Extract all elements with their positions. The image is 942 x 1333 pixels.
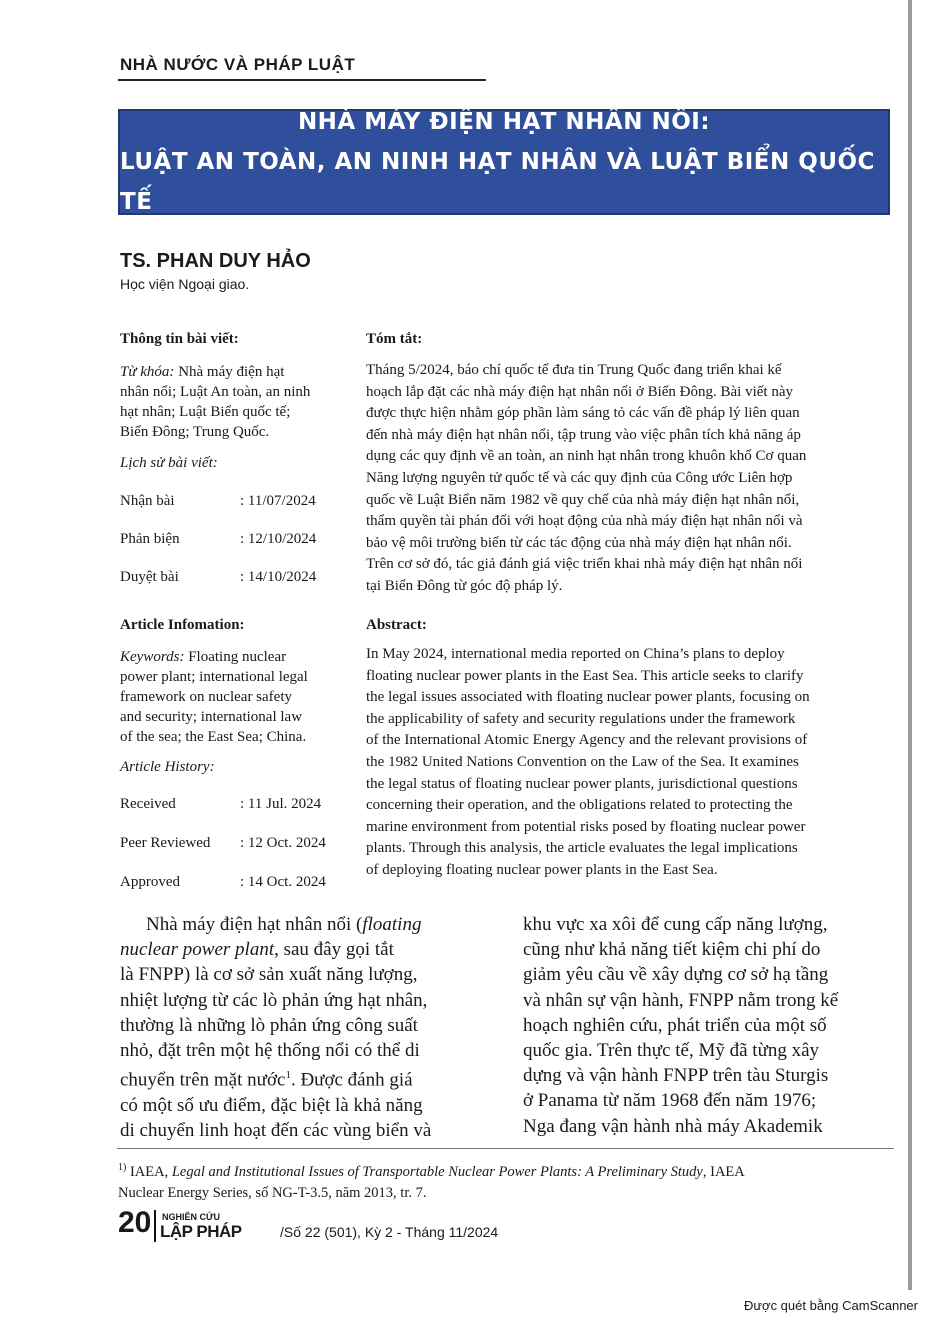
abstract-en-line: plants. Through this analysis, the article evaluates the legal implications (366, 840, 798, 857)
info-en-heading: Article Infomation: (120, 617, 245, 633)
keywords-en-line: framework on nuclear safety (120, 689, 293, 705)
keywords-vi-line: Từ khóa: Nhà máy điện hạt (120, 364, 285, 380)
history-en-row: Peer Reviewed : 12 Oct. 2024 (120, 835, 326, 851)
body-line: và nhân sự vận hành, FNPP nằm trong kế (523, 989, 839, 1011)
abstract-en-line: the 1982 United Nations Convention on the Law of the Sea. It examines (366, 753, 799, 770)
body-line: ở Panama từ năm 1968 đến năm 1976; (523, 1090, 817, 1112)
abstract-en-text (366, 644, 892, 882)
abstract-en-line: concerning their operation, and the obligations related to protecting the (366, 797, 793, 814)
title-banner (118, 109, 890, 215)
title-line-2: LUẬT AN TOÀN, AN NINH HẠT NHÂN VÀ LUẬT BIỂN QUỐC TẾ (120, 149, 875, 215)
author-affiliation: Học viện Ngoại giao. (120, 276, 250, 292)
body-right-column (523, 912, 893, 1139)
history-vi-row: Duyệt bài : 14/10/2024 (120, 569, 317, 585)
abstract-en-line: floating nuclear power plants in the East Sea. This article seeks to clarify (366, 667, 804, 684)
body-line: thường là những lò phản ứng công suất (120, 1014, 418, 1036)
journal-logo: LẬP PHÁP (160, 1222, 242, 1241)
keywords-en-line: power plant; international legal (120, 669, 308, 685)
summary-vi-line: hoạch lắp đặt các nhà máy điện hạt nhân nổi ở Biển Đông. Bài viết này (366, 383, 793, 400)
footnote-divider (117, 1148, 894, 1149)
keywords-vi-line: Biển Đông; Trung Quốc. (120, 424, 270, 440)
body-line: Nga đang vận hành nhà máy Akademik (523, 1115, 823, 1137)
summary-vi-line: bảo vệ môi trường biển từ các tác động của nhà máy điện hạt nhân nổi. (366, 534, 792, 551)
history-vi-row: Nhận bài : 11/07/2024 (120, 493, 316, 509)
keywords-en-line: Keywords: Floating nuclear (120, 649, 287, 665)
abstract-en-line: the legal issues associated with floating nuclear power plants, focusing on (366, 689, 810, 706)
body-line: nuclear power plant, sau đây gọi tắt (120, 939, 394, 961)
history-en-row: Approved : 14 Oct. 2024 (120, 874, 326, 890)
summary-vi-line: được thực hiện nhằm góp phần làm sáng tỏ các vấn đề pháp lý liên quan (366, 405, 800, 422)
body-line: nhiệt lượng từ các lò phản ứng hạt nhân, (120, 989, 428, 1011)
abstract-en-line: the applicability of safety and security regulations under the framework (366, 710, 796, 727)
page-number: 20 (118, 1206, 152, 1239)
footer-divider (154, 1210, 156, 1242)
summary-vi-text (366, 360, 892, 598)
body-line: có một số ưu điểm, đặc biệt là khả năng (120, 1094, 423, 1116)
summary-vi-line: quốc về Luật Biển năm 1982 về quy chế của nhà máy điện hạt nhân nổi, (366, 491, 800, 508)
section-label: NHÀ NƯỚC VÀ PHÁP LUẬT (120, 55, 356, 74)
abstract-en-line: In May 2024, international media reported on China’s plans to deploy (366, 646, 785, 662)
summary-vi-line: tại Biển Đông từ góc độ pháp lý. (366, 577, 563, 594)
body-line: giảm yêu cầu về xây dựng cơ sở hạ tầng (523, 964, 829, 986)
summary-vi-line: thẩm quyền tài phán đối với hoạt động của nhà máy điện hạt nhân nổi và (366, 513, 803, 530)
summary-vi-line: Tháng 5/2024, báo chí quốc tế đưa tin Trung Quốc đang triển khai kế (366, 362, 782, 378)
body-line: là FNPP) là cơ sở sản xuất năng lượng, (120, 964, 418, 986)
keywords-en-line: and security; international law (120, 709, 303, 725)
history-vi-label: Lịch sử bài viết: (120, 455, 218, 471)
summary-vi-line: đến nhà máy điện hạt nhân nổi, tập trung vào việc phân tích khả năng áp (366, 426, 801, 443)
abstract-en-line: the legal status of floating nuclear power plants, jurisdictional questions (366, 775, 798, 792)
history-en-row: Received : 11 Jul. 2024 (120, 796, 322, 812)
summary-vi-line: dụng các quy định về an toàn, an ninh hạt nhân trong khuôn khổ Cơ quan (366, 448, 807, 465)
body-line: hoạch nghiên cứu, phát triển của một số (523, 1014, 827, 1036)
keywords-vi-label: Từ khóa: (120, 364, 175, 380)
section-divider (118, 79, 486, 81)
camscanner-watermark: Được quét bằng CamScanner (743, 1298, 918, 1313)
info-vi-heading: Thông tin bài viết: (120, 331, 239, 347)
scan-edge-shadow (908, 0, 912, 1290)
body-line: di chuyển linh hoạt đến các vùng biển và (120, 1119, 432, 1141)
footnote-ref: 1 (285, 1069, 291, 1082)
body-line: quốc gia. Trên thực tế, Mỹ đã từng xây (523, 1040, 820, 1062)
summary-vi-line: Trên cơ sở đó, tác giả đánh giá việc triển khai nhà máy điện hạt nhân nổi (366, 556, 803, 573)
abstract-en-line: of the International Atomic Energy Agency and the relevant provisions of (366, 732, 808, 749)
keywords-en (120, 647, 348, 747)
summary-vi-heading: Tóm tắt: (366, 331, 423, 347)
history-vi-row: Phản biện : 12/10/2024 (120, 531, 317, 547)
body-line: Nhà máy điện hạt nhân nổi (floating (146, 914, 422, 935)
keywords-vi-line: hạt nhân; Luật Biển quốc tế; (120, 404, 291, 420)
author-name: TS. PHAN DUY HẢO (120, 250, 311, 272)
abstract-en-line: marine environment from potential risks posed by floating nuclear power (366, 818, 806, 835)
history-en-label: Article History: (120, 759, 215, 775)
body-line: nhỏ, đặt trên một hệ thống nổi có thể di (120, 1040, 420, 1062)
title-line-1: NHÀ MÁY ĐIỆN HẠT NHÂN NỔI: (297, 109, 711, 135)
abstract-en-line: of deploying floating nuclear power plants in the East Sea. (366, 861, 718, 878)
keywords-vi-line: nhân nổi; Luật An toàn, an ninh (120, 384, 311, 400)
keywords-en-label: Keywords: (120, 649, 185, 665)
keywords-en-line: of the sea; the East Sea; China. (120, 729, 307, 745)
issue-info: /Số 22 (501), Kỳ 2 - Tháng 11/2024 (280, 1224, 499, 1240)
body-line: chuyển trên mặt nước$^1$. Được đánh giá (120, 1069, 413, 1091)
abstract-en-heading: Abstract: (366, 617, 427, 633)
body-line: dựng và vận hành FNPP trên tàu Sturgis (523, 1065, 829, 1087)
body-line: khu vực xa xôi để cung cấp năng lượng, (523, 914, 828, 935)
body-left-column (120, 912, 489, 1143)
body-line: cũng như khả năng tiết kiệm chi phí do (523, 939, 821, 961)
keywords-vi (120, 362, 348, 442)
journal-logo-small: NGHIÊN CỨU (162, 1212, 220, 1222)
summary-vi-line: Năng lượng nguyên tử quốc tế và các quy định của Công ước Liên hợp (366, 469, 793, 486)
footnote: $^{1)}$ IAEA, Legal and Institutional Issues of Transportable Nuclear Power Plants: A Preliminary Study, IAEA Nuclear Energy Series, số NG-T-3.5, năm 2013, tr. 7. (118, 1162, 745, 1201)
